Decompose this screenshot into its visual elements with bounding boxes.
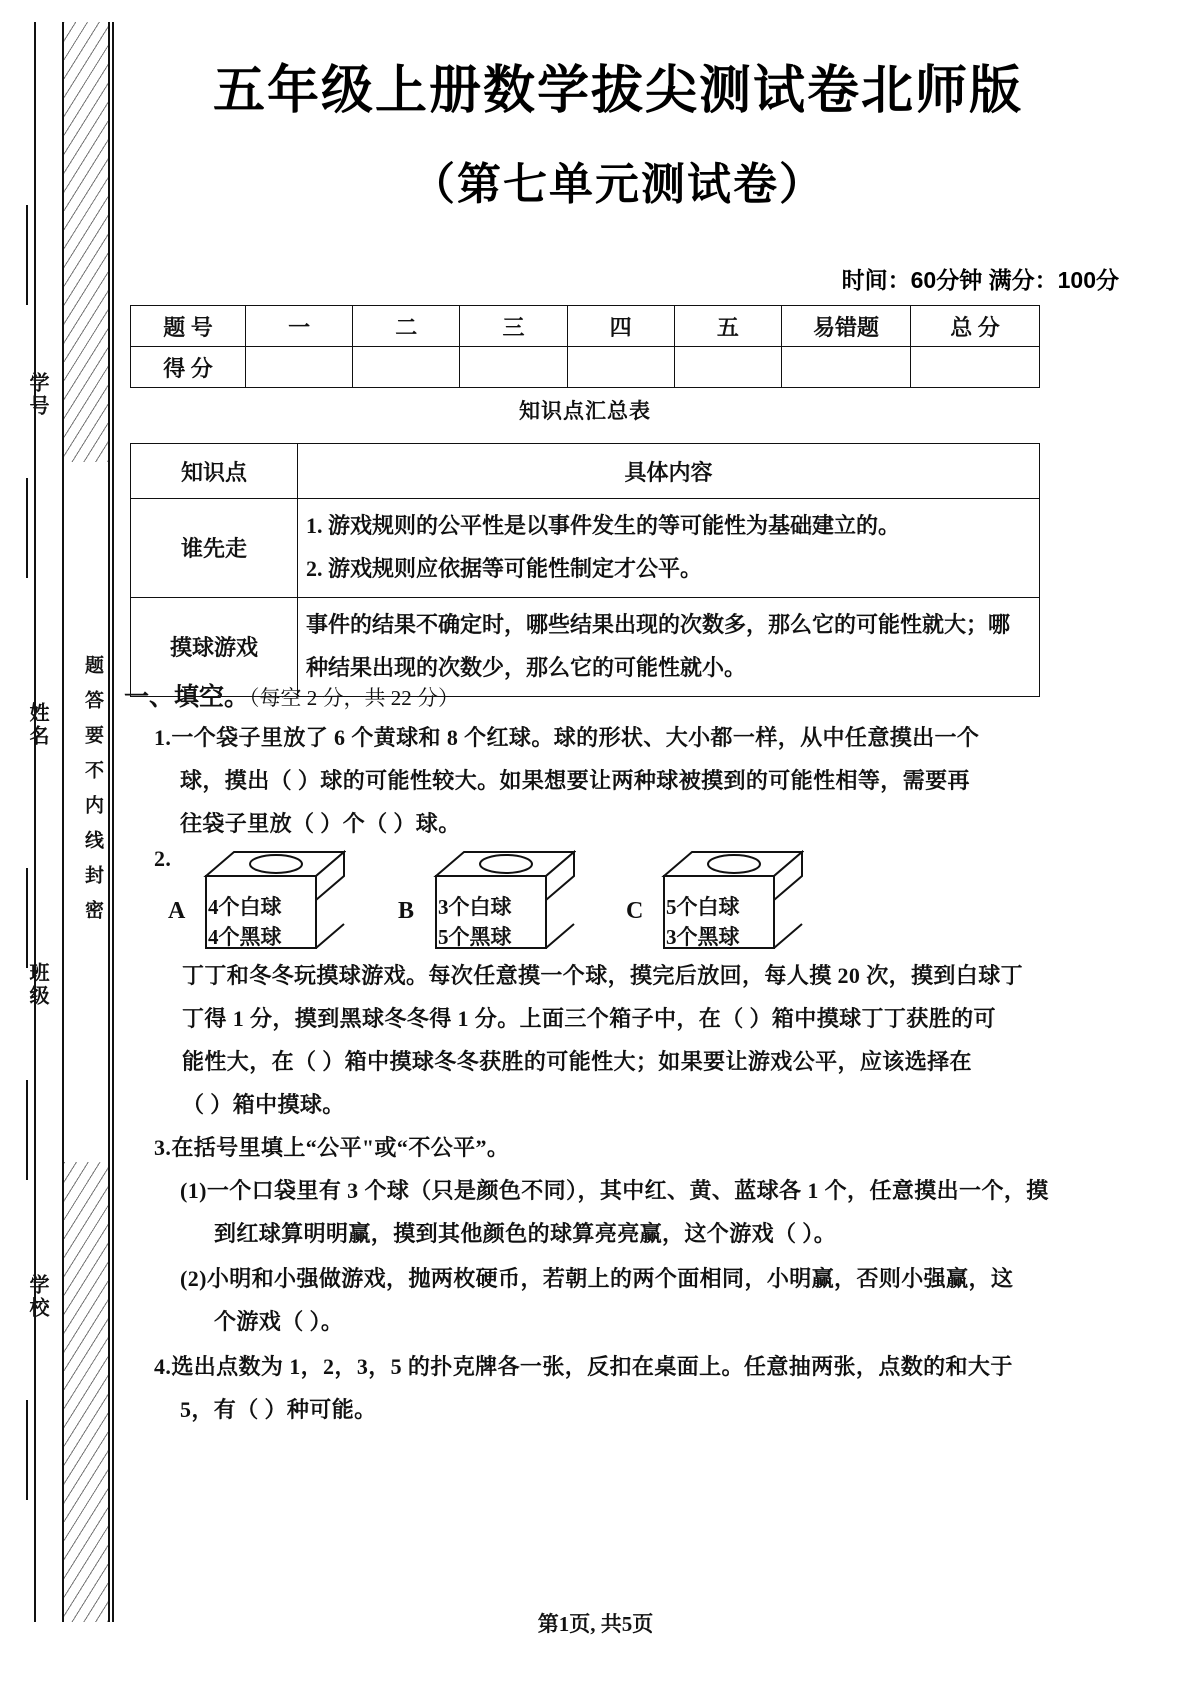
field-rule-5: [26, 1400, 28, 1500]
question-2-line2: 丁得 1 分，摸到黑球冬冬得 1 分。上面三个箱子中，在（ ）箱中摸球丁丁获胜的可: [182, 1005, 996, 1031]
question-3-number: 3.: [154, 1135, 172, 1160]
question-3-sub2-line2: 个游戏（ ）。: [214, 1308, 344, 1334]
knowledge-row1-content: [298, 499, 1040, 598]
sidebar-outer-rule-right: [112, 22, 114, 1622]
field-rule-2: [26, 478, 28, 578]
score-cell-5[interactable]: [674, 347, 781, 388]
question-3-sub2-label: (2): [180, 1266, 207, 1291]
ball-box-a-line1: 4个白球: [208, 895, 282, 919]
ball-box-a-line2: 4个黑球: [208, 925, 282, 950]
score-col-4: 四: [567, 306, 674, 347]
question-3-sub-2: [180, 1258, 1190, 1344]
exam-meta-info: 时间：60分钟 满分：100分: [841, 267, 1119, 293]
score-cell-3[interactable]: [460, 347, 567, 388]
score-col-6: 易错题: [782, 306, 911, 347]
question-1-line2: 球，摸出（ ）球的可能性较大。如果想要让两种球被摸到的可能性相等，需要再: [180, 767, 970, 793]
question-4: [154, 1346, 1164, 1432]
question-1-line1: [154, 717, 1164, 760]
score-col-1: 一: [246, 306, 353, 347]
question-2-body: [182, 955, 1182, 1127]
question-3-sub2-text1: 小明和小强做游戏，抛两枚硬币，若朝上的两个面相同，小明赢，否则小强赢，这: [206, 1266, 1014, 1291]
question-4-text-line1: 选出点数为 1，2，3，5 的扑克牌各一张，反扣在桌面上。任意抽两张，点数的和大于: [171, 1354, 1013, 1379]
knowledge-header-name: 知识点: [131, 444, 298, 499]
page-title-line2: （第七单元测试卷）: [411, 160, 825, 209]
score-cell-4[interactable]: [567, 347, 674, 388]
question-2-number: 2.: [154, 846, 172, 871]
score-col-7: 总 分: [911, 306, 1040, 347]
score-col-3: 三: [460, 306, 567, 347]
question-2-line4: （ ）箱中摸球。: [182, 1091, 345, 1117]
question-1: [154, 717, 1164, 846]
table-row-knowledge-header: [131, 444, 1040, 499]
knowledge-header-content: 具体内容: [298, 444, 1040, 499]
question-3-sub1-label: (1): [180, 1178, 207, 1203]
page-footer: 第1页, 共5页: [537, 1612, 654, 1636]
seal-line-text: 题答要不内线封密: [82, 655, 103, 935]
sidebar-label-name: 姓名: [26, 702, 48, 748]
knowledge-row2-line2: 种结果出现的次数少，那么它的可能性就小。: [306, 654, 747, 680]
question-4-line2: 5，有（ ）种可能。: [180, 1396, 377, 1422]
ball-box-diagrams: [148, 846, 1148, 956]
section-marker: 一、: [124, 684, 175, 711]
left-sidebar: [0, 0, 118, 1684]
sidebar-label-student-id: 学号: [26, 372, 48, 418]
page-title-line1: 五年级上册数学拔尖测试卷北师版: [212, 62, 1023, 120]
question-3: [154, 1127, 1164, 1170]
question-1-text-line1: 一个袋子里放了 6 个黄球和 8 个红球。球的形状、大小都一样，从中任意摸出一个: [171, 725, 980, 750]
ball-box-c-content: [666, 892, 766, 953]
question-4-number: 4.: [154, 1354, 172, 1379]
field-rule-4: [26, 1080, 28, 1180]
question-3-sub1-line1: [180, 1170, 1190, 1213]
table-row-question-numbers: [131, 306, 1040, 347]
knowledge-row2-name: 摸球游戏: [131, 597, 298, 696]
ball-box-c-line2: 3个黑球: [666, 925, 740, 950]
question-2-line1: 丁丁和冬冬玩摸球游戏。每次任意摸一个球，摸完后放回，每人摸 20 次，摸到白球丁: [182, 963, 1024, 988]
field-rule-1: [26, 205, 28, 305]
table-row-knowledge-1: [131, 499, 1040, 598]
ball-box-c-letter: C: [626, 898, 644, 924]
score-cell-6[interactable]: [782, 347, 911, 388]
score-col-2: 二: [353, 306, 460, 347]
table-row-scores: [131, 347, 1040, 388]
knowledge-row1-line1: 1. 游戏规则的公平性是以事件发生的等可能性为基础建立的。: [306, 513, 901, 538]
score-col-5: 五: [674, 306, 781, 347]
ball-box-c-line1: 5个白球: [666, 895, 740, 919]
score-table-row-label-2: 得 分: [131, 347, 246, 388]
question-3-text: 在括号里填上“公平"或“不公平”。: [171, 1135, 510, 1160]
ball-box-b-line2: 5个黑球: [438, 925, 512, 950]
question-3-sub2-line1: [180, 1258, 1190, 1301]
sidebar-student-fields: [6, 0, 52, 1684]
question-1-number: 1.: [154, 725, 172, 750]
sidebar-label-class: 班级: [26, 962, 48, 1008]
knowledge-row2-line1: 事件的结果不确定时，哪些结果出现的次数多，那么它的可能性就大；哪: [306, 611, 1011, 637]
question-3-sub-1: [180, 1170, 1190, 1256]
paper-content: [118, 0, 1191, 1684]
question-4-line1: [154, 1346, 1164, 1389]
question-3-sub1-line2: 到红球算明明赢，摸到其他颜色的球算亮亮赢，这个游戏（ ）。: [214, 1220, 837, 1246]
knowledge-row1-line2: 2. 游戏规则应依据等可能性制定才公平。: [306, 555, 703, 581]
question-2-line3: 能性大，在（ ）箱中摸球冬冬获胜的可能性大；如果要让游戏公平，应该选择在: [182, 1048, 972, 1074]
ball-box-b-content: [438, 892, 538, 953]
question-1-line3: 往袋子里放（ ）个（ ）球。: [180, 810, 461, 836]
question-3-sub1-text1: 一个口袋里有 3 个球（只是颜色不同），其中红、黄、蓝球各 1 个，任意摸出一个，摸: [206, 1178, 1049, 1203]
section-heading-fill-in-blank: [124, 677, 459, 713]
knowledge-table: [130, 443, 1040, 697]
score-cell-7[interactable]: [911, 347, 1040, 388]
ball-box-a-letter: A: [168, 898, 186, 924]
score-cell-1[interactable]: [246, 347, 353, 388]
ball-box-b-line1: 3个白球: [438, 895, 512, 919]
knowledge-table-caption: 知识点汇总表: [519, 399, 651, 423]
ball-box-b-letter: B: [398, 898, 415, 924]
hatch-top: [64, 22, 108, 462]
sidebar-label-school: 学校: [26, 1274, 48, 1320]
question-3-line1: [154, 1127, 1164, 1170]
score-table-row-label-1: 题 号: [131, 306, 246, 347]
section-points: （每空 2 分，共 22 分）: [249, 686, 460, 710]
knowledge-row1-name: 谁先走: [131, 499, 298, 598]
score-table: [130, 305, 1040, 388]
section-title: 填空。: [174, 684, 250, 711]
hatch-bottom: [64, 1162, 108, 1622]
ball-box-a-content: [208, 892, 308, 953]
score-cell-2[interactable]: [353, 347, 460, 388]
